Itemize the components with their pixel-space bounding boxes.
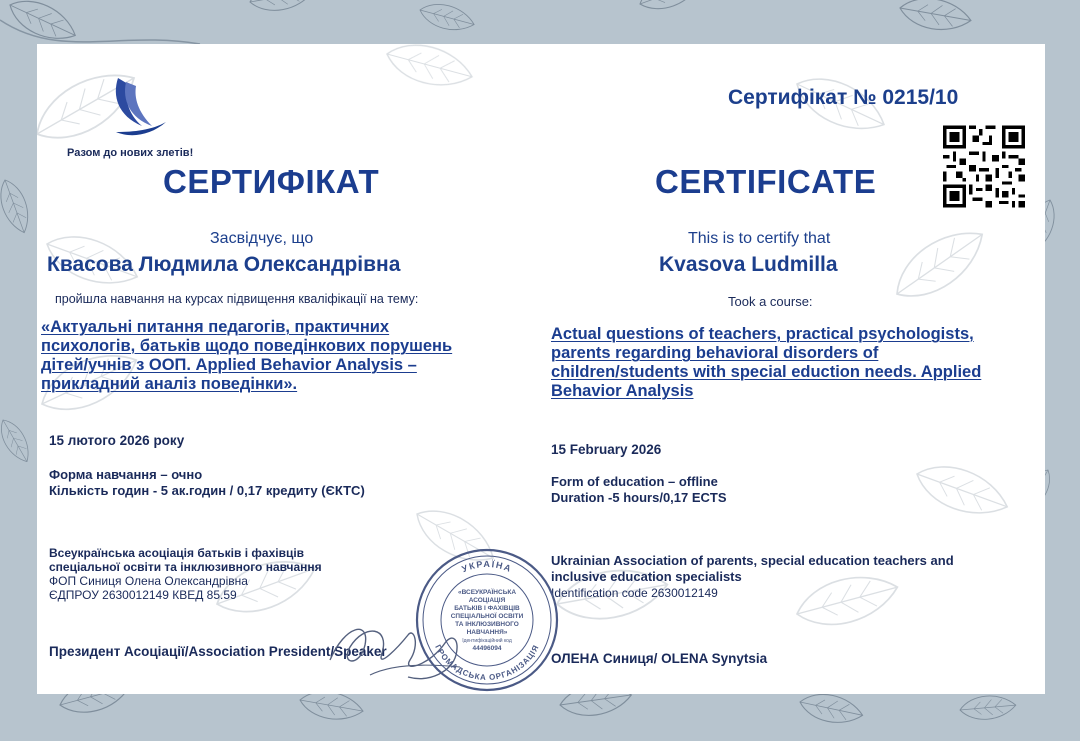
qr-code-icon	[943, 125, 1025, 208]
en-course-topic	[551, 325, 1046, 401]
seal-center-line: «ВСЕУКРАЇНСЬКА	[457, 589, 517, 596]
en-org-line: inclusive education specialists	[551, 569, 742, 584]
ua-topic-line: «Актуальні питання педагогів, практичних	[41, 318, 390, 336]
en-title: CERTIFICATE	[655, 163, 877, 200]
en-signatory: ОЛЕНА Синиця/ OLENA Synytsia	[551, 651, 768, 666]
logo-slogan: Разом до нових злетів!	[67, 147, 194, 159]
en-recipient-name: Kvasova Ludmilla	[659, 253, 838, 276]
seal-code-label: Ідентифікаційний код	[462, 638, 512, 644]
ua-org-line: Всеукраїнська асоціація батьків і фахівців	[49, 546, 305, 560]
round-stamp-icon	[412, 545, 562, 695]
en-id-code: Identification code 2630012149	[551, 586, 718, 600]
en-topic-line: parents regarding behavioral disorders of	[551, 344, 879, 362]
certificate-number: Сертифікат № 0215/10	[728, 86, 959, 109]
ua-date: 15 лютого 2026 року	[49, 433, 185, 448]
ua-study-form: Форма навчання – очно	[49, 467, 203, 482]
en-duration: Duration -5 hours/0,17 ECTS	[551, 490, 727, 505]
ua-president-label: Президент Асоціації/Association President/Speaker	[49, 644, 387, 659]
ua-course-intro: пройшла навчання на курсах підвищення кваліфікації на тему:	[55, 292, 419, 306]
ua-topic-line: прикладний аналіз поведінки».	[41, 375, 298, 393]
seal-outer-top: УКРАЇНА	[460, 558, 514, 575]
ua-fop: ФОП Синиця Олена Олександрівна	[49, 574, 248, 588]
en-certifies: This is to certify that	[688, 230, 831, 247]
seal-center-line: БАТЬКІВ І ФАХІВЦІВ	[454, 605, 520, 612]
en-topic-line: children/students with special eduction needs. Applied	[551, 363, 982, 381]
en-organization-block	[551, 553, 954, 601]
ua-hours: Кількість годин - 5 ак.годин / 0,17 кредиту (ЄКТС)	[49, 483, 365, 498]
ua-edrpou: ЄДПРОУ 2630012149 КВЕД 85.59	[49, 588, 237, 602]
ua-recipient-name: Квасова Людмила Олександрівна	[47, 253, 401, 276]
en-topic-line: Actual questions of teachers, practical psychologists,	[551, 325, 974, 343]
en-study-form: Form of education – offline	[551, 474, 718, 489]
seal-code: 44496094	[472, 645, 502, 652]
seal-center-line: НАВЧАННЯ»	[466, 629, 508, 636]
dove-swoosh-icon	[108, 76, 168, 144]
ua-org-line: спеціальної освіти та інклюзивного навчання	[49, 560, 322, 574]
ua-organization-block	[49, 546, 322, 602]
ua-course-topic	[41, 318, 516, 394]
seal-outer-bottom: ГРОМАДСЬКА ОРГАНІЗАЦІЯ	[433, 643, 541, 683]
ua-title: СЕРТИФІКАТ	[163, 163, 380, 200]
ua-topic-line: психологів, батьків щодо поведінкових порушень	[41, 337, 453, 355]
seal-center-line: ТА ІНКЛЮЗИВНОГО	[455, 621, 519, 628]
ua-topic-line: дітей/учнів з ООП. Applied Behavior Analysis –	[41, 356, 417, 374]
en-date: 15 February 2026	[551, 442, 662, 457]
svg-text:УКРАЇНА	[460, 559, 513, 574]
seal-center-line: АСОЦІАЦІЯ	[468, 597, 506, 604]
seal-center-line: СПЕЦІАЛЬНОЇ ОСВІТИ	[450, 613, 524, 620]
en-course-intro: Took a course:	[728, 294, 813, 309]
en-org-line: Ukrainian Association of parents, special education teachers and	[551, 553, 954, 568]
ua-certifies: Засвідчує, що	[210, 230, 314, 247]
en-topic-line: Behavior Analysis	[551, 382, 694, 400]
